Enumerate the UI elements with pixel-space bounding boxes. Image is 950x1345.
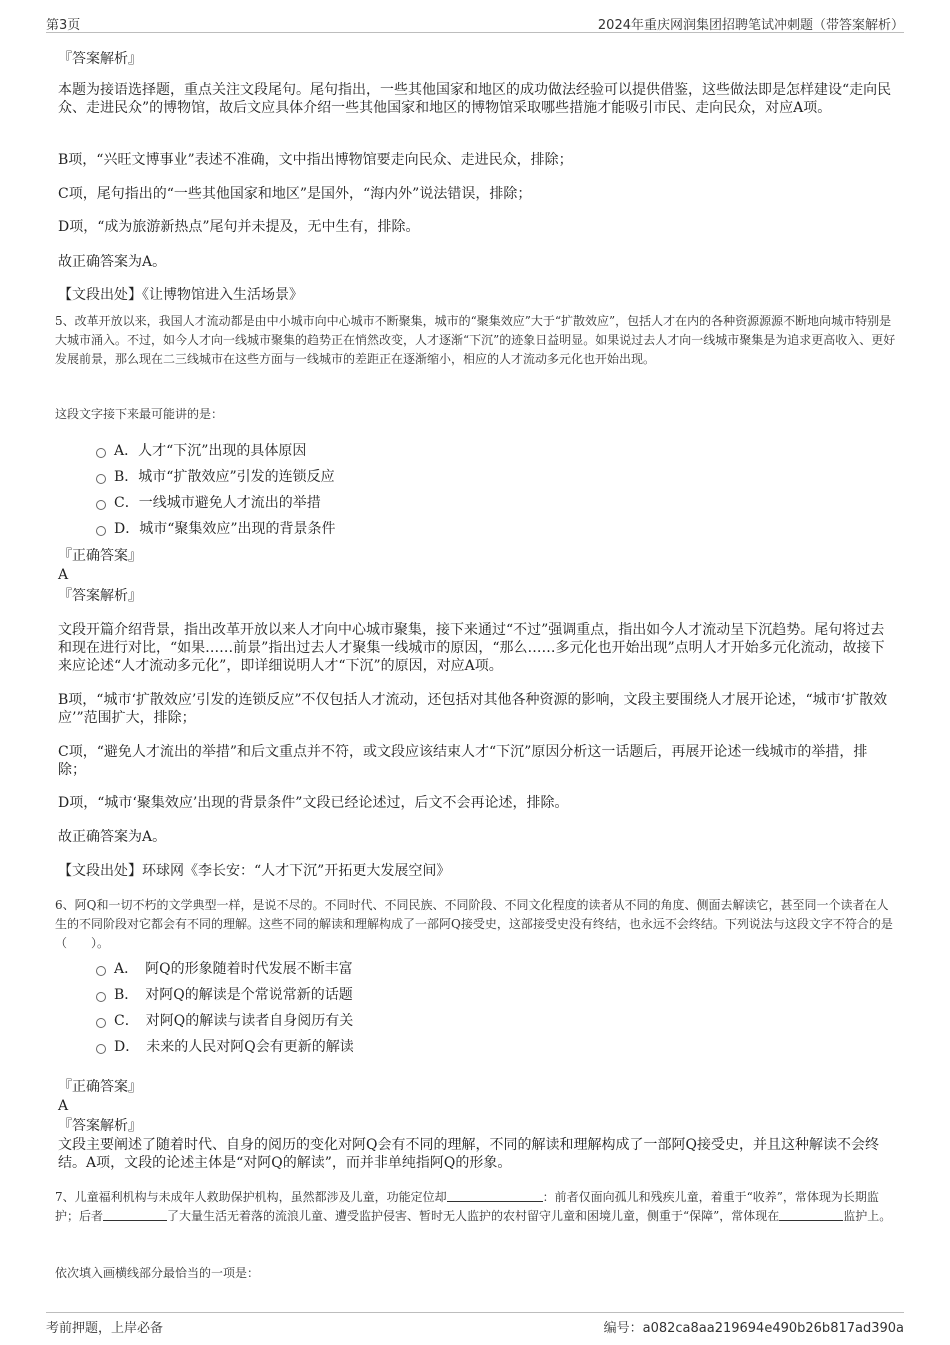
q5-stem: 5、改革开放以来，我国人才流动都是由中小城市向中心城市不断聚集，城市的“聚集效应”大于“扩散效应”，包括人才在内的各种资源源源不断地向城市特别是大城市涌入。不过，如今人才向一线城市聚集的趋势正在悄然改变，人才逐渐“下沉”的迹象日益明显。如果说过去人才向一线城市聚集是为追求更高收入、更好发展前景，那么现在二三线城市在这些方面与一线城市的差距正在逐渐缩小，相应的人才流动多元化也开始出现。 xyxy=(55,314,896,366)
q7-stem-part-3: 了大量生活无着落的流浪儿童、遭受监护侵害、暂时无人监护的农村留守儿童和困境儿童，侧重于“保障”，常体现在 xyxy=(167,1209,780,1223)
q5-option-d[interactable] xyxy=(96,520,336,538)
q5-correct-label: 『正确答案』 xyxy=(58,548,142,564)
q4-analysis-p1: 本题为接语选择题，重点关注文段尾句。尾句指出，一些其他国家和地区的成功做法经验可以提供借鉴，这些做法即是怎样建设“走向民众、走进民众”的博物馆，故后文应具体介绍一些其他国家和地区的博物馆采取哪些措施才能吸引市民、走向民众，对应A项。 xyxy=(58,82,892,116)
q6-option-d-label: D． 未来的人民对阿Q会有更新的解读 xyxy=(114,1039,354,1055)
q6-analysis-label: 『答案解析』 xyxy=(58,1118,142,1134)
q6-option-c-label: C． 对阿Q的解读与读者自身阅历有关 xyxy=(114,1013,354,1029)
q5-analysis-p1: 文段开篇介绍背景，指出改革开放以来人才向中心城市聚集，接下来通过“不过”强调重点，指出如今人才流动呈下沉趋势。尾句将过去和现在进行对比，“如果……前景”指出过去人才聚集一线城市的原因，“那么……多元化也开始出现”点明人才开始多元化流动，故接下来应论述“人才流动多元化”，即详细说明人才“下沉”的原因，对应A项。 xyxy=(58,622,885,674)
q6-option-a[interactable] xyxy=(96,960,353,978)
radio-icon[interactable] xyxy=(96,500,106,510)
q4-analysis-p2: B项，“兴旺文博事业”表述不准确，文中指出博物馆要走向民众、走进民众，排除； xyxy=(58,152,573,168)
page-footer xyxy=(46,1312,904,1335)
q6-correct-label: 『正确答案』 xyxy=(58,1079,142,1095)
document-id: 编号：a082ca8aa219694e490b26b817ad390a xyxy=(603,1321,904,1336)
q5-option-a-label: A．人才“下沉”出现的具体原因 xyxy=(114,443,307,459)
q5-option-c-label: C．一线城市避免人才流出的举措 xyxy=(114,495,321,511)
document-title: 2024年重庆网润集团招聘笔试冲刺题（带答案解析） xyxy=(597,18,904,33)
q5-analysis-label: 『答案解析』 xyxy=(58,588,142,604)
q4-source: 【文段出处】《让博物馆进入生活场景》 xyxy=(58,287,303,303)
footer-slogan: 考前押题，上岸必备 xyxy=(46,1321,164,1336)
q4-analysis-p3: C项，尾句指出的“一些其他国家和地区”是国外，“海内外”说法错误，排除； xyxy=(58,186,532,202)
radio-icon[interactable] xyxy=(96,966,106,976)
q5-analysis-p3: C项，“避免人才流出的举措”和后文重点并不符，或文段应该结束人才“下沉”原因分析这一话题后，再展开论述一线城市的举措，排除； xyxy=(58,744,868,778)
q6-stem: 6、阿Q和一切不朽的文学典型一样，是说不尽的。不同时代、不同民族、不同阶段、不同文化程度的读者从不同的角度、侧面去解读它，甚至同一个读者在人生的不同阶段对它都会有不同的理解。这些不同的解读和理解构成了一部阿Q接受史，这部接受史没有终结，也永远不会终结。下列说法与这段文字不符合的是（ ）。 xyxy=(55,898,893,950)
q6-option-b-label: B． 对阿Q的解读是个常说常新的话题 xyxy=(114,987,353,1003)
q7-stem-part-4: 监护上。 xyxy=(843,1209,892,1223)
q5-analysis-p2: B项，“城市‘扩散效应’引发的连锁反应”不仅包括人才流动，还包括对其他各种资源的影响，文段主要围绕人才展开论述，“城市‘扩散效应’”范围扩大，排除； xyxy=(58,692,888,726)
q5-option-b-label: B．城市“扩散效应”引发的连锁反应 xyxy=(114,469,335,485)
q7-blank-1 xyxy=(447,1189,543,1202)
radio-icon[interactable] xyxy=(96,474,106,484)
q5-conclusion: 故正确答案为A。 xyxy=(58,829,167,845)
q4-conclusion: 故正确答案为A。 xyxy=(58,254,167,270)
q7-prompt: 依次填入画横线部分最恰当的一项是： xyxy=(55,1266,260,1280)
q7-blank-2 xyxy=(103,1208,167,1221)
q4-analysis-label: 『答案解析』 xyxy=(58,51,142,67)
q7-stem-part-1: 7、儿童福利机构与未成年人救助保护机构，虽然都涉及儿童，功能定位却 xyxy=(55,1190,447,1204)
q5-option-b[interactable] xyxy=(96,468,335,486)
q5-analysis-p4: D项，“城市‘聚集效应’出现的背景条件”文段已经论述过，后文不会再论述，排除。 xyxy=(58,795,569,811)
q5-prompt: 这段文字接下来最可能讲的是： xyxy=(55,407,224,421)
radio-icon[interactable] xyxy=(96,1044,106,1054)
radio-icon[interactable] xyxy=(96,1018,106,1028)
q6-option-b[interactable] xyxy=(96,986,353,1004)
q7-stem xyxy=(55,1188,900,1226)
q7-blank-3 xyxy=(779,1208,843,1221)
radio-icon[interactable] xyxy=(96,526,106,536)
q6-analysis-p1: 文段主要阐述了随着时代、自身的阅历的变化对阿Q会有不同的理解，不同的解读和理解构成了一部阿Q接受史，并且这种解读不会终结。A项，文段的论述主体是“对阿Q的解读”，而并非单纯指阿Q的形象。 xyxy=(58,1137,879,1171)
q5-answer: A xyxy=(58,567,69,583)
page-number: 第3页 xyxy=(46,18,81,33)
q4-analysis-p4: D项，“成为旅游新热点”尾句并未提及，无中生有，排除。 xyxy=(58,219,420,235)
q6-answer: A xyxy=(58,1098,69,1114)
q5-source: 【文段出处】环球网《李长安：“人才下沉”开拓更大发展空间》 xyxy=(58,863,451,879)
q7-stem-part-2: ：前者仅面向孤儿和残疾儿童，着重于“收养”，常体现为长期监护；后者 xyxy=(55,1190,879,1223)
page-header xyxy=(46,12,904,33)
q6-option-c[interactable] xyxy=(96,1012,353,1030)
radio-icon[interactable] xyxy=(96,992,106,1002)
radio-icon[interactable] xyxy=(96,448,106,458)
q5-option-c[interactable] xyxy=(96,494,321,512)
q5-option-a[interactable] xyxy=(96,442,306,460)
q6-option-d[interactable] xyxy=(96,1038,354,1056)
q6-option-a-label: A． 阿Q的形象随着时代发展不断丰富 xyxy=(114,961,353,977)
q5-option-d-label: D．城市“聚集效应”出现的背景条件 xyxy=(114,521,336,537)
